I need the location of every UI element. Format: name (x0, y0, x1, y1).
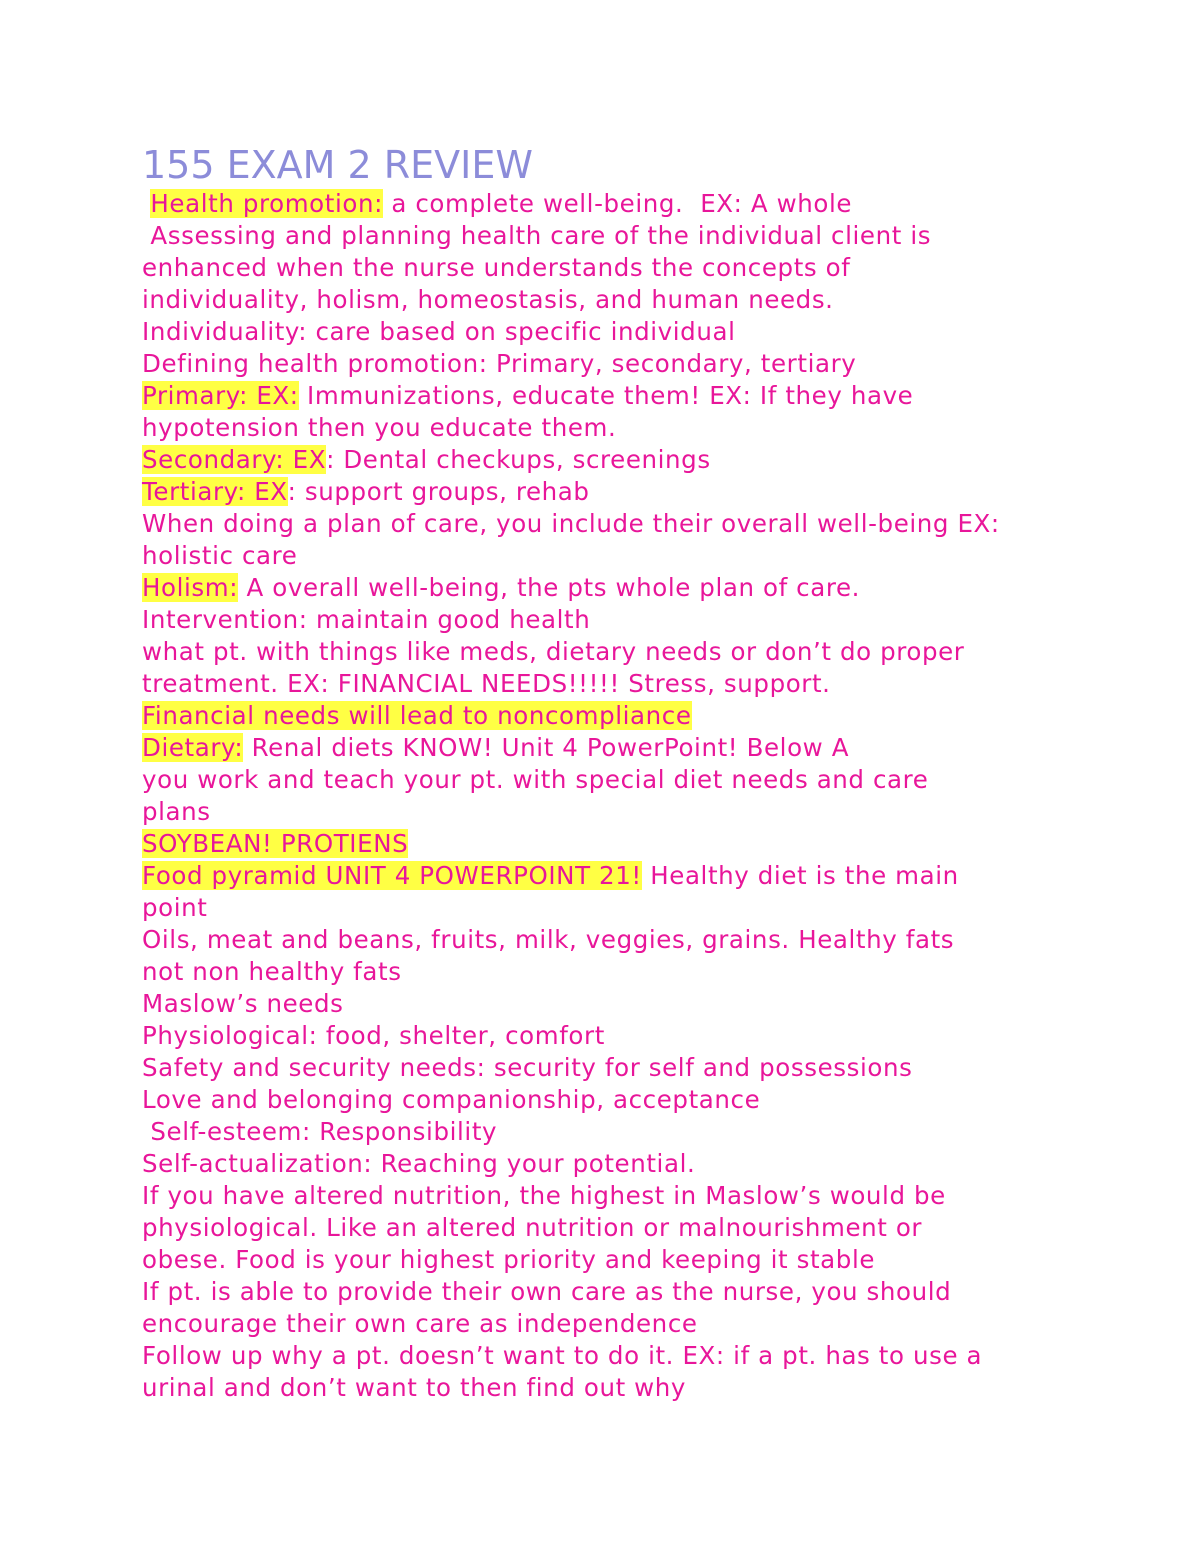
text-segment: Maslow’s needs (142, 989, 344, 1018)
text-line (142, 636, 1102, 668)
text-line (142, 988, 1102, 1020)
text-segment: enhanced when the nurse understands the concepts of (142, 253, 851, 282)
text-line (142, 796, 1102, 828)
text-segment: you work and teach your pt. with special diet needs and care (142, 765, 929, 794)
text-line (142, 284, 1102, 316)
text-segment: hypotension then you educate them. (142, 413, 617, 442)
text-segment: Assessing and planning health care of the individual client is (142, 221, 932, 250)
text-segment: Oils, meat and beans, fruits, milk, veggies, grains. Healthy fats (142, 925, 955, 954)
text-segment: If pt. is able to provide their own care as the nurse, you should (142, 1277, 952, 1306)
text-line (142, 316, 1102, 348)
text-segment: Defining health promotion: Primary, secondary, tertiary (142, 349, 857, 378)
text-segment: a complete well-being. EX: A whole (382, 189, 853, 218)
text-line (142, 348, 1102, 380)
text-line (142, 1276, 1102, 1308)
text-line (142, 1244, 1102, 1276)
text-line (142, 572, 1102, 604)
text-segment: encourage their own care as independence (142, 1309, 698, 1338)
highlighted-text: Food pyramid UNIT 4 POWERPOINT 21! (142, 861, 642, 890)
text-segment: Intervention: maintain good health (142, 605, 591, 634)
highlighted-text: Secondary: EX (142, 445, 327, 474)
text-line (142, 956, 1102, 988)
text-segment: Healthy diet is the main (641, 861, 959, 890)
document-text (142, 188, 1102, 1404)
text-segment: holistic care (142, 541, 298, 570)
text-line (142, 1212, 1102, 1244)
text-segment: When doing a plan of care, you include their overall well-being EX: (142, 509, 1000, 538)
text-line (142, 1052, 1102, 1084)
text-segment: : support groups, rehab (287, 477, 590, 506)
text-line (142, 1020, 1102, 1052)
highlighted-text: Holism: (142, 573, 239, 602)
text-line (142, 220, 1102, 252)
text-segment: urinal and don’t want to then find out why (142, 1373, 687, 1402)
text-line (142, 1084, 1102, 1116)
text-line (142, 380, 1102, 412)
text-segment: Self-actualization: Reaching your potential. (142, 1149, 696, 1178)
text-line (142, 412, 1102, 444)
text-line (142, 1180, 1102, 1212)
text-segment: not non healthy fats (142, 957, 402, 986)
text-line (142, 252, 1102, 284)
text-segment: what pt. with things like meds, dietary needs or don’t do proper (142, 637, 965, 666)
text-segment: physiological. Like an altered nutrition or malnourishment or (142, 1213, 923, 1242)
text-segment: Renal diets KNOW! Unit 4 PowerPoint! Below A (243, 733, 850, 762)
text-segment: Follow up why a pt. doesn’t want to do it. EX: if a pt. has to use a (142, 1341, 983, 1370)
text-line (142, 860, 1102, 892)
text-segment: plans (142, 797, 211, 826)
highlighted-text: Primary: EX: (142, 381, 299, 410)
text-segment: A overall well-being, the pts whole plan of care. (238, 573, 861, 602)
text-line (142, 828, 1102, 860)
highlighted-text: Health promotion: (150, 189, 383, 218)
text-line (142, 924, 1102, 956)
text-line (142, 444, 1102, 476)
text-line (142, 540, 1102, 572)
document-body (142, 142, 1102, 1404)
text-line (142, 1308, 1102, 1340)
text-line (142, 668, 1102, 700)
text-line (142, 1340, 1102, 1372)
text-segment: Safety and security needs: security for self and possessions (142, 1053, 913, 1082)
text-line (142, 508, 1102, 540)
text-line (142, 700, 1102, 732)
text-segment: Physiological: food, shelter, comfort (142, 1021, 605, 1050)
highlighted-text: SOYBEAN! PROTIENS (142, 829, 409, 858)
highlighted-text: Tertiary: EX (142, 477, 288, 506)
document-title: 155 EXAM 2 REVIEW (142, 143, 533, 187)
text-line (142, 732, 1102, 764)
text-line (142, 892, 1102, 924)
text-segment: Immunizations, educate them! EX: If they have (298, 381, 914, 410)
text-line (142, 604, 1102, 636)
highlighted-text: Dietary: (142, 733, 244, 762)
text-segment: If you have altered nutrition, the highest in Maslow’s would be (142, 1181, 946, 1210)
highlighted-text: Financial needs will lead to noncompliance (142, 701, 692, 730)
text-line (142, 764, 1102, 796)
text-line (142, 1372, 1102, 1404)
text-line (142, 476, 1102, 508)
text-segment: obese. Food is your highest priority and keeping it stable (142, 1245, 876, 1274)
text-segment: individuality, holism, homeostasis, and human needs. (142, 285, 834, 314)
text-segment: point (142, 893, 208, 922)
text-segment: Self-esteem: Responsibility (142, 1117, 498, 1146)
text-segment: Individuality: care based on specific individual (142, 317, 736, 346)
text-segment: treatment. EX: FINANCIAL NEEDS!!!!! Stress, support. (142, 669, 831, 698)
text-line (142, 188, 1102, 220)
text-line (142, 1148, 1102, 1180)
text-segment: Love and belonging companionship, acceptance (142, 1085, 761, 1114)
text-line (142, 1116, 1102, 1148)
text-segment: : Dental checkups, screenings (326, 445, 711, 474)
